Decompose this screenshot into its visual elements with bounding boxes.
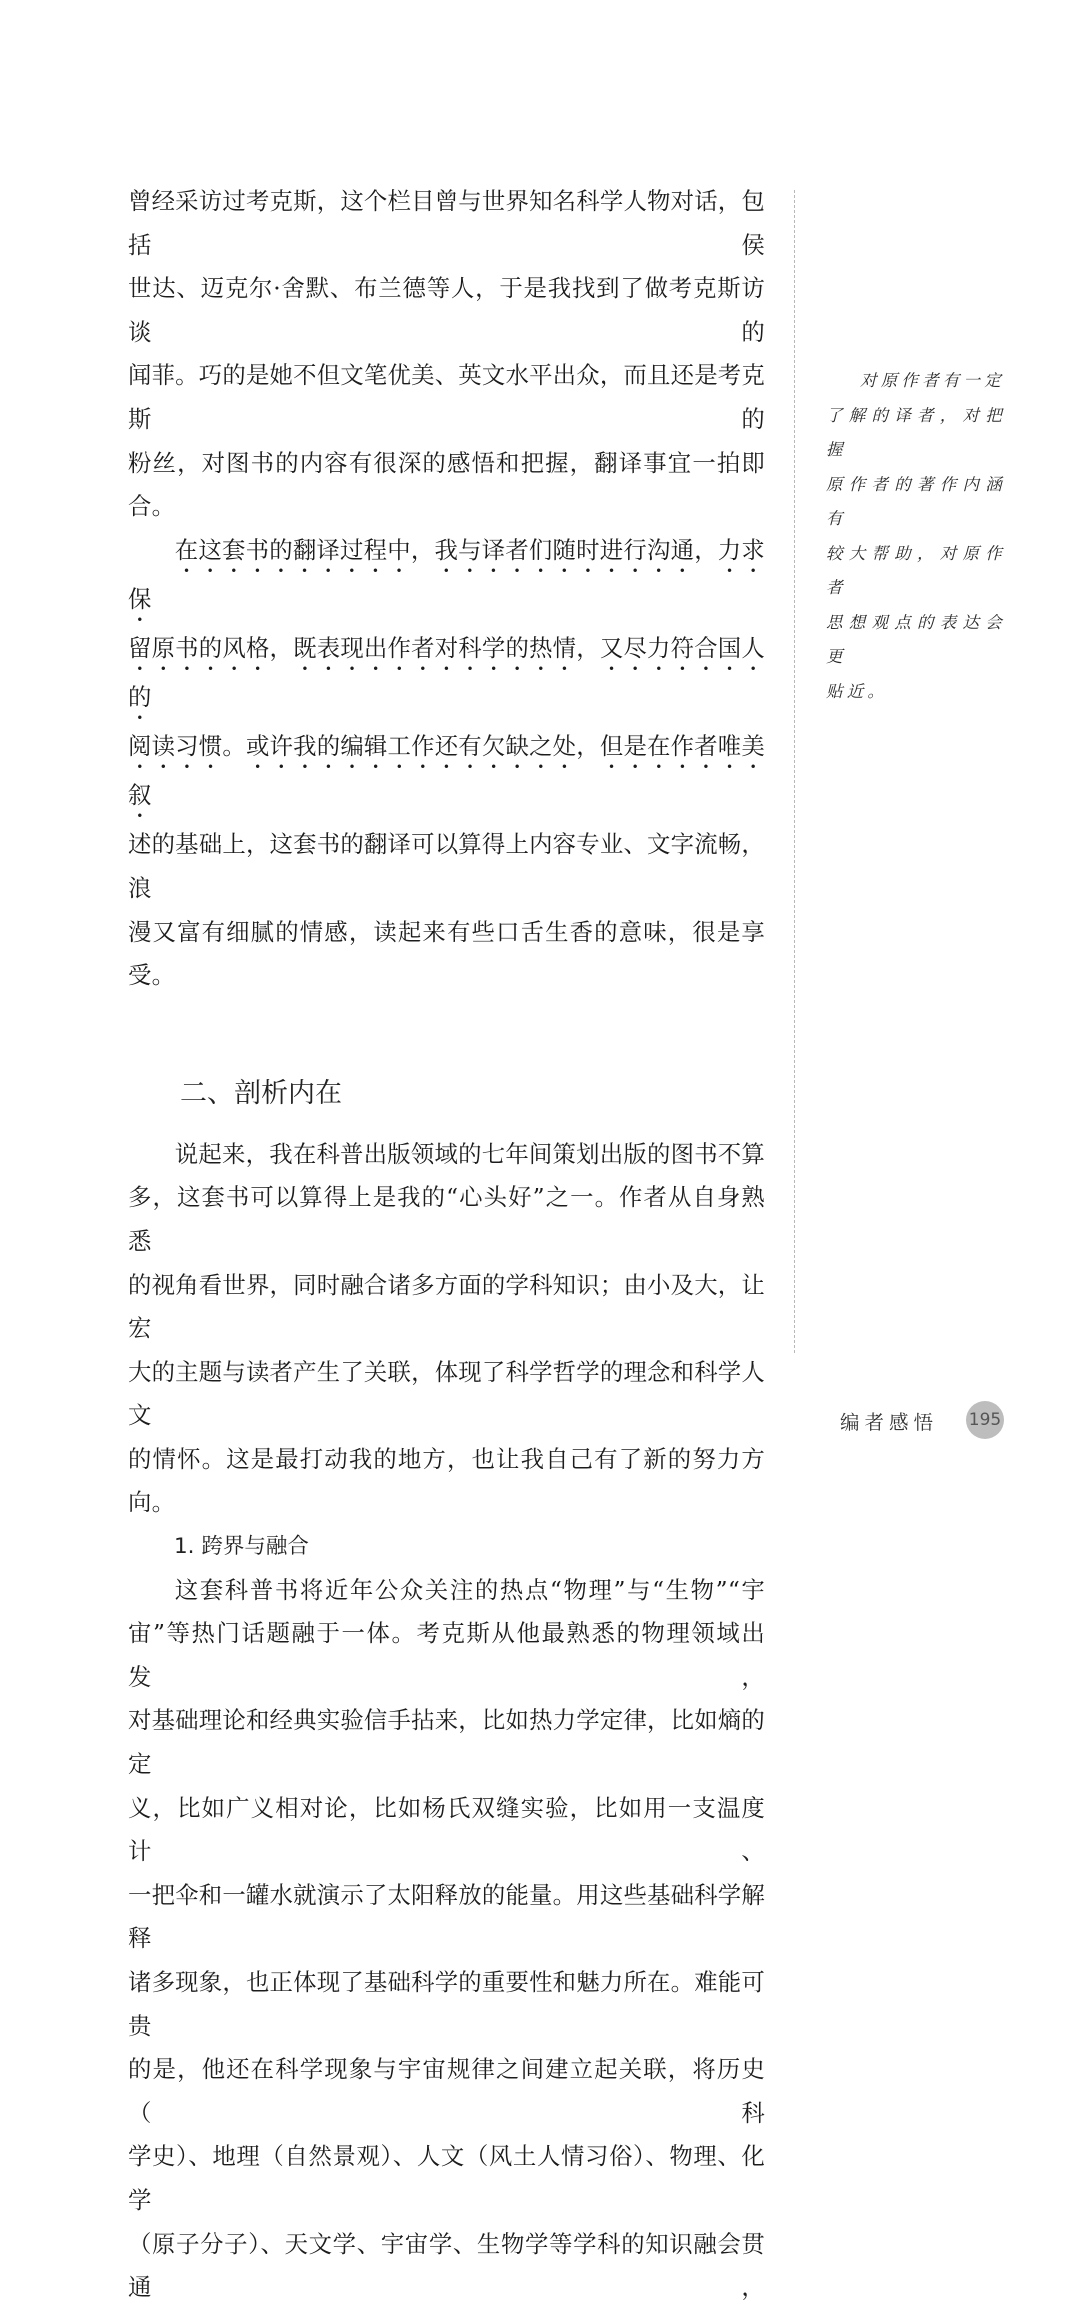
margin-note-line: 较大帮助，对原作者 (826, 543, 1006, 597)
margin-note-line: 贴近。 (826, 681, 889, 701)
text-line: 世达、迈克尔·舍默、布兰德等人，于是我找到了做考克斯访谈的 (128, 274, 765, 346)
text-line: 的视角看世界，同时融合诸多方面的学科知识；由小及大，让宏 (128, 1270, 765, 1343)
text-line: 的情怀。这是最打动我的地方，也让我自己有了新的努力方向。 (128, 1444, 765, 1517)
text-line: （原子分子）、天文学、宇宙学、生物学等学科的知识融会贯通， (128, 2229, 765, 2302)
paragraph-4 (128, 1569, 765, 2310)
margin-note (826, 364, 1006, 709)
section-heading: 二、剖析内在 (180, 1077, 342, 1109)
text-line: 多，这套书可以算得上是我的“心头好”之一。作者从自身熟悉 (128, 1183, 765, 1255)
margin-note-line: 了解的译者，对把握 (826, 405, 1006, 459)
text-line: 述的基础上，这套书的翻译可以算得上内容专业、文字流畅，浪 (128, 830, 765, 902)
margin-divider (794, 190, 795, 1353)
subsection-heading: 1. 跨界与融合 (174, 1534, 309, 1560)
text-line: 闻菲。巧的是她不但文笔优美、英文水平出众，而且还是考克斯的 (128, 361, 765, 433)
paragraph-2-emphasized (128, 529, 765, 997)
text-line: 一把伞和一罐水就演示了太阳释放的能量。用这些基础科学解释 (128, 1880, 765, 1953)
paragraph-3 (128, 1133, 765, 1525)
paragraph-1 (128, 180, 765, 529)
text-line: 说起来，我在科普出版领域的七年间策划出版的图书不算 (174, 1139, 765, 1168)
text-line: 诸多现象，也正体现了基础科学的重要性和魅力所在。难能可贵 (128, 1968, 765, 2040)
text-line: 留原书的风格，既表现出作者对科学的热情，又尽力符合国人的 (128, 634, 765, 712)
margin-note-line: 原作者的著作内涵有 (826, 474, 1006, 528)
text-line: 粉丝，对图书的内容有很深的感悟和把握，翻译事宜一拍即合。 (128, 448, 765, 521)
text-line: 在这套书的翻译过程中，我与译者们随时进行沟通，力求保 (128, 536, 765, 614)
main-text-column (128, 180, 765, 2310)
margin-note-line: 思想观点的表达会更 (826, 612, 1006, 666)
page-number: 195 (966, 1401, 1004, 1439)
text-line: 曾经采访过考克斯，这个栏目曾与世界知名科学人物对话，包括侯 (128, 187, 765, 259)
text-line: 阅读习惯。或许我的编辑工作还有欠缺之处，但是在作者唯美叙 (128, 732, 765, 810)
text-line: 这套科普书将近年公众关注的热点“物理”与“生物”“宇 (174, 1575, 765, 1604)
text-line: 漫又富有细腻的情感，读起来有些口舌生香的意味，很是享受。 (128, 917, 765, 990)
text-line: 义，比如广义相对论，比如杨氏双缝实验，比如用一支温度计、 (128, 1793, 765, 1866)
text-line: 大的主题与读者产生了关联，体现了科学哲学的理念和科学人文 (128, 1357, 765, 1430)
text-line: 学史）、地理（自然景观）、人文（风土人情习俗）、物理、化学 (128, 2142, 765, 2214)
text-line: 对基础理论和经典实验信手拈来，比如热力学定律，比如熵的定 (128, 1706, 765, 1779)
text-line: 宙”等热门话题融于一体。考克斯从他最熟悉的物理领域出发， (128, 1619, 765, 1691)
text-line: 的是，他还在科学现象与宇宙规律之间建立起关联，将历史（科 (128, 2055, 765, 2127)
margin-note-line: 对原作者有一定 (860, 371, 1005, 390)
running-footer: 编者感悟 (840, 1411, 939, 1434)
